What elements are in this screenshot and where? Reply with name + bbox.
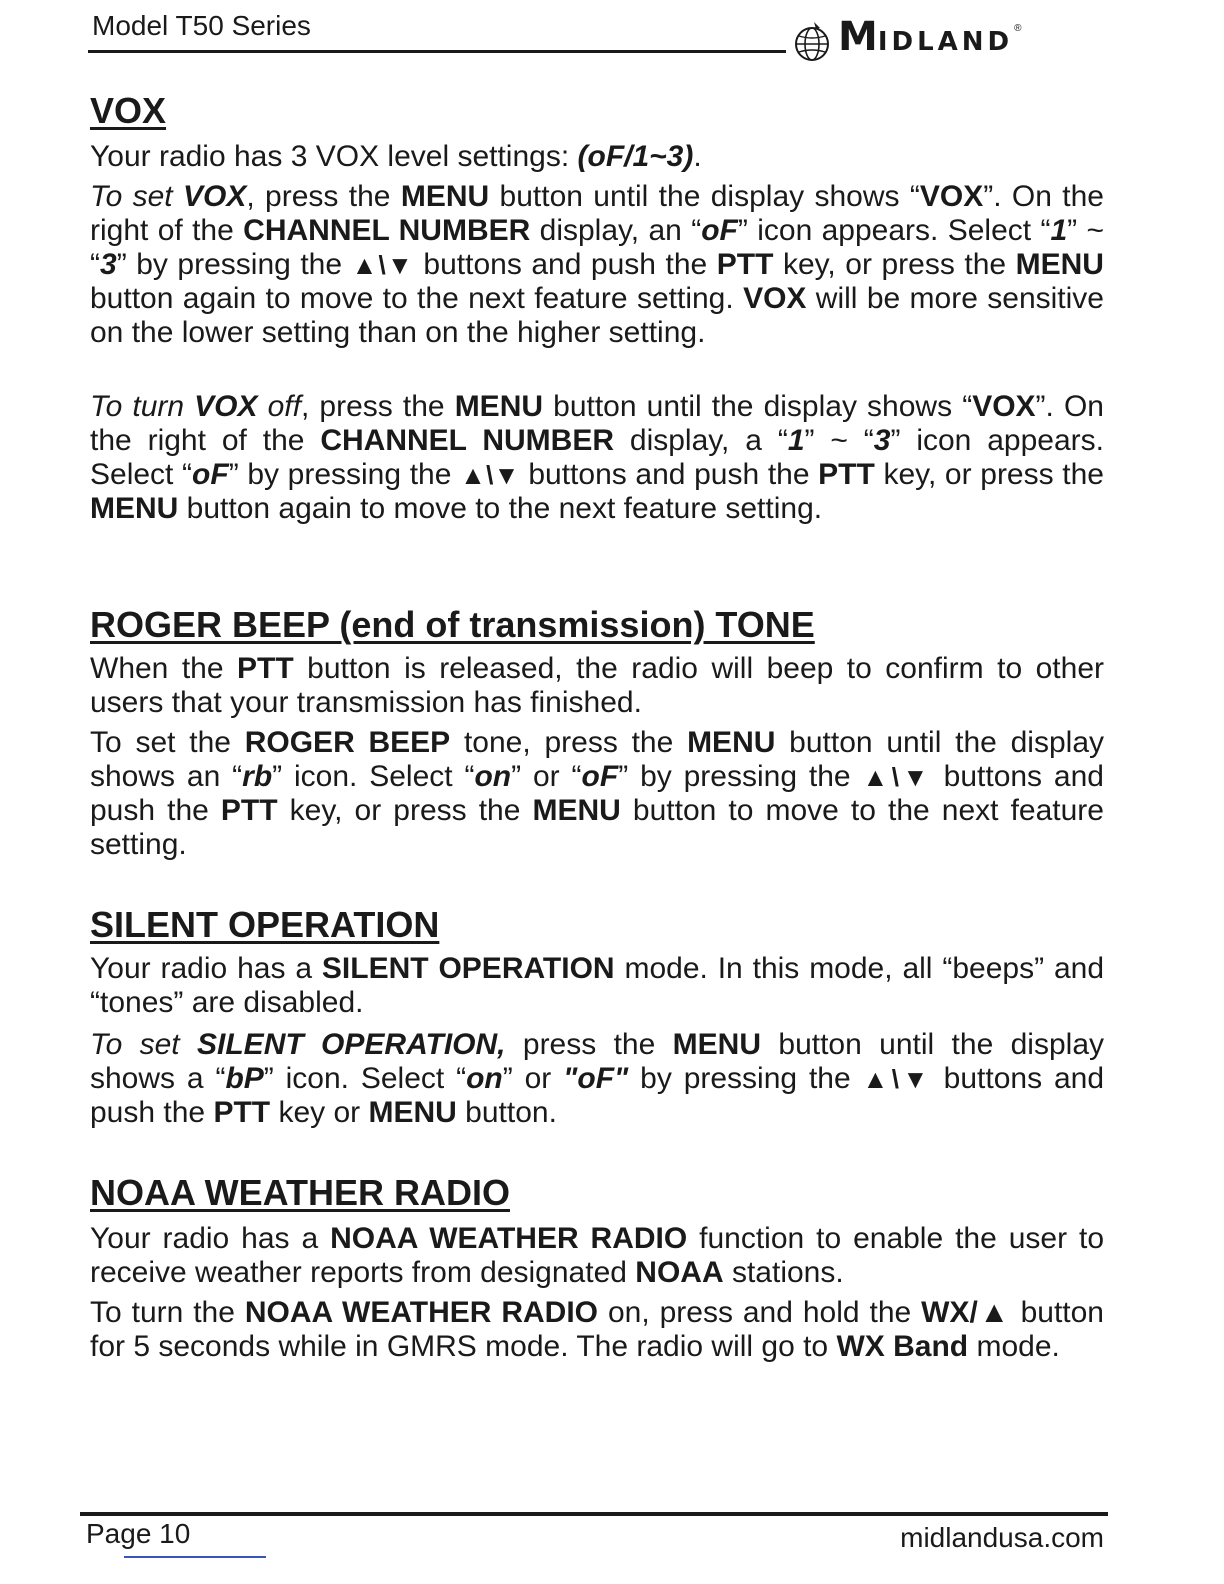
section-title-vox: VOX <box>90 90 167 131</box>
silent-set-paragraph: To set SILENT OPERATION, press the MENU button until the display shows a “bP” icon. Select “on” or "oF" by pressing the ▲\▼ buttons and push the PTT key or MENU button. <box>90 1028 1105 1129</box>
noaa-on-paragraph: To turn the NOAA WEATHER RADIO on, press and hold the WX/▲ button for 5 seconds while in GMRS mode. The radio will go to WX Band mode. <box>90 1296 1104 1363</box>
vox-set-paragraph: To set VOX, press the MENU button until the display shows “VOX”. On the right of the CHANNEL NUMBER display, an “oF” icon appears. Select “1” ~ “3” by pressing the ▲\▼ buttons and push the PTT key, or press the MENU button again to move to the next feature setting. VOX will be more sensitive on the lower setting than on the higher setting. <box>90 180 1104 349</box>
registered-mark: ® <box>1014 23 1022 34</box>
up-down-arrows-icon: ▲\▼ <box>862 1064 932 1094</box>
globe-icon <box>790 20 834 64</box>
up-down-arrows-icon: ▲\▼ <box>351 250 414 280</box>
up-down-arrows-icon: ▲\▼ <box>460 460 520 490</box>
midland-logo <box>790 14 1021 64</box>
header-rule <box>88 50 786 53</box>
footer-url: midlandusa.com <box>900 1522 1104 1553</box>
brand-wordmark: MIDLAND <box>838 14 1014 60</box>
roger-intro-paragraph: When the PTT button is released, the radio will beep to confirm to other users that your transmission has finished. <box>90 652 1104 719</box>
section-title-roger-beep: ROGER BEEP (end of transmission) TONE <box>90 604 815 645</box>
vox-intro-paragraph: Your radio has 3 VOX level settings: (oF/1~3). <box>90 140 702 173</box>
roger-set-paragraph: To set the ROGER BEEP tone, press the MENU button until the display shows an “rb” icon. Select “on” or “oF” by pressing the ▲\▼ buttons and push the PTT key, or press the MENU button to move to the next feature setting. <box>90 726 1105 861</box>
section-title-silent-operation: SILENT OPERATION <box>90 904 440 945</box>
noaa-intro-paragraph: Your radio has a NOAA WEATHER RADIO function to enable the user to receive weather reports from designated NOAA stations. <box>90 1222 1105 1289</box>
footer-rule <box>80 1512 1108 1516</box>
header-model-label: Model T50 Series <box>92 10 311 41</box>
page-number: Page 10 <box>86 1518 191 1549</box>
section-title-noaa-weather-radio: NOAA WEATHER RADIO <box>90 1172 510 1213</box>
footer-underline <box>124 1556 266 1558</box>
vox-off-paragraph: To turn VOX off, press the MENU button until the display shows “VOX”. On the right of the CHANNEL NUMBER display, a “1” ~ “3” icon appears. Select “oF” by pressing the ▲\▼ buttons and push the PTT key, or press the MENU button again to move to the next feature setting. <box>90 390 1104 525</box>
silent-intro-paragraph: Your radio has a SILENT OPERATION mode. In this mode, all “beeps” and “tones” are disabled. <box>90 952 1104 1019</box>
up-down-arrows-icon: ▲\▼ <box>862 762 932 792</box>
